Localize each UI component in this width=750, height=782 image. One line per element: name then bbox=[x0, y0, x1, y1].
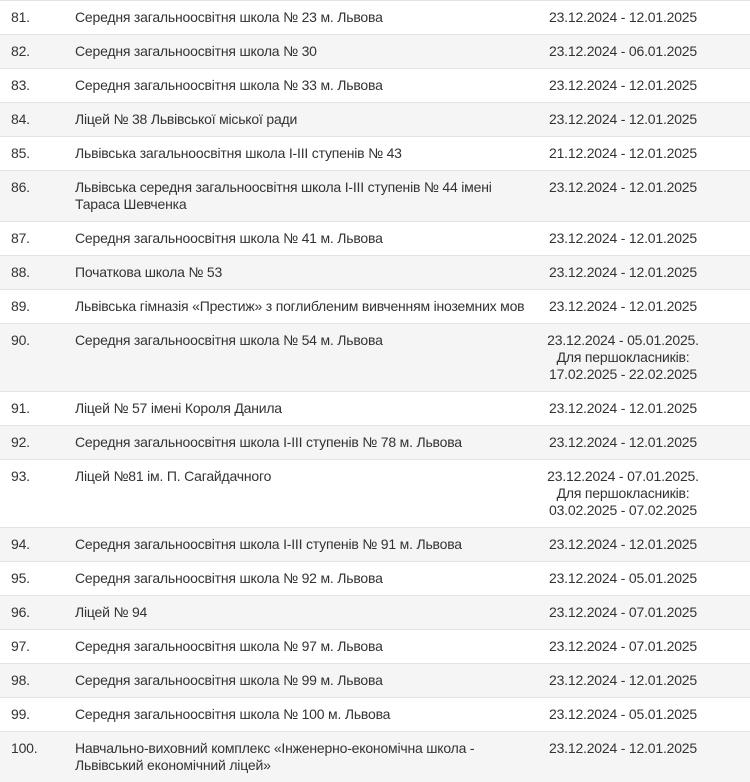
row-dates bbox=[540, 103, 750, 137]
row-dates bbox=[540, 1, 750, 35]
row-number: 88. bbox=[0, 256, 75, 290]
date-line: 23.12.2024 - 05.01.2025. bbox=[540, 332, 706, 349]
date-line: 23.12.2024 - 05.01.2025 bbox=[540, 706, 706, 723]
table-row bbox=[0, 528, 750, 562]
table-row bbox=[0, 698, 750, 732]
table-row bbox=[0, 256, 750, 290]
date-line: Для першокласників: bbox=[540, 349, 706, 366]
school-name: Початкова школа № 53 bbox=[75, 256, 540, 290]
table-row bbox=[0, 171, 750, 222]
table-row bbox=[0, 103, 750, 137]
row-dates bbox=[540, 256, 750, 290]
row-number: 86. bbox=[0, 171, 75, 222]
table-row bbox=[0, 426, 750, 460]
row-dates bbox=[540, 698, 750, 732]
row-dates bbox=[540, 562, 750, 596]
row-number: 83. bbox=[0, 69, 75, 103]
date-line: 23.12.2024 - 12.01.2025 bbox=[540, 298, 706, 315]
row-number: 99. bbox=[0, 698, 75, 732]
table-row bbox=[0, 460, 750, 528]
row-number: 82. bbox=[0, 35, 75, 69]
row-dates bbox=[540, 392, 750, 426]
row-dates bbox=[540, 664, 750, 698]
row-number: 93. bbox=[0, 460, 75, 528]
row-number: 89. bbox=[0, 290, 75, 324]
row-dates bbox=[540, 324, 750, 392]
row-number: 85. bbox=[0, 137, 75, 171]
date-line: 23.12.2024 - 12.01.2025 bbox=[540, 9, 706, 26]
school-name: Середня загальноосвітня школа № 92 м. Львова bbox=[75, 562, 540, 596]
school-name: Середня загальноосвітня школа № 100 м. Львова bbox=[75, 698, 540, 732]
row-number: 94. bbox=[0, 528, 75, 562]
row-dates bbox=[540, 222, 750, 256]
row-dates bbox=[540, 35, 750, 69]
school-name: Ліцей № 38 Львівської міської ради bbox=[75, 103, 540, 137]
row-number: 90. bbox=[0, 324, 75, 392]
row-number: 81. bbox=[0, 1, 75, 35]
row-dates bbox=[540, 426, 750, 460]
date-line: 23.12.2024 - 12.01.2025 bbox=[540, 672, 706, 689]
school-name: Львівська середня загальноосвітня школа І-ІІІ ступенів № 44 імені Тараса Шевченка bbox=[75, 171, 540, 222]
date-line: 23.12.2024 - 12.01.2025 bbox=[540, 77, 706, 94]
school-name: Середня загальноосвітня школа № 97 м. Львова bbox=[75, 630, 540, 664]
row-number: 91. bbox=[0, 392, 75, 426]
date-line: 23.12.2024 - 07.01.2025. bbox=[540, 468, 706, 485]
date-line: 23.12.2024 - 05.01.2025 bbox=[540, 570, 706, 587]
date-line: 17.02.2025 - 22.02.2025 bbox=[540, 366, 706, 383]
table-row bbox=[0, 290, 750, 324]
school-name: Середня загальноосвітня школа І-ІІІ ступенів № 78 м. Львова bbox=[75, 426, 540, 460]
school-name: Ліцей № 94 bbox=[75, 596, 540, 630]
row-dates bbox=[540, 137, 750, 171]
row-number: 97. bbox=[0, 630, 75, 664]
row-number: 92. bbox=[0, 426, 75, 460]
school-name: Ліцей №81 ім. П. Сагайдачного bbox=[75, 460, 540, 528]
row-dates bbox=[540, 290, 750, 324]
row-number: 87. bbox=[0, 222, 75, 256]
date-line: 23.12.2024 - 12.01.2025 bbox=[540, 264, 706, 281]
school-name: Середня загальноосвітня школа № 23 м. Львова bbox=[75, 1, 540, 35]
row-dates bbox=[540, 732, 750, 782]
date-line: 23.12.2024 - 12.01.2025 bbox=[540, 740, 706, 757]
date-line: 23.12.2024 - 12.01.2025 bbox=[540, 536, 706, 553]
table-row bbox=[0, 630, 750, 664]
table-row bbox=[0, 222, 750, 256]
row-number: 98. bbox=[0, 664, 75, 698]
row-dates bbox=[540, 528, 750, 562]
table-row bbox=[0, 324, 750, 392]
date-line: 23.12.2024 - 12.01.2025 bbox=[540, 400, 706, 417]
row-dates bbox=[540, 630, 750, 664]
table-row bbox=[0, 35, 750, 69]
schedule-table-body bbox=[0, 1, 750, 782]
school-name: Середня загальноосвітня школа № 41 м. Львова bbox=[75, 222, 540, 256]
table-row bbox=[0, 732, 750, 782]
table-row bbox=[0, 69, 750, 103]
row-number: 95. bbox=[0, 562, 75, 596]
school-name: Ліцей № 57 імені Короля Данила bbox=[75, 392, 540, 426]
school-name: Львівська гімназія «Престиж» з поглибленим вивченням іноземних мов bbox=[75, 290, 540, 324]
row-dates bbox=[540, 69, 750, 103]
date-line: 23.12.2024 - 12.01.2025 bbox=[540, 111, 706, 128]
school-name: Середня загальноосвітня школа № 33 м. Львова bbox=[75, 69, 540, 103]
school-name: Середня загальноосвітня школа № 99 м. Львова bbox=[75, 664, 540, 698]
table-row bbox=[0, 562, 750, 596]
row-number: 84. bbox=[0, 103, 75, 137]
table-row bbox=[0, 596, 750, 630]
date-line: 23.12.2024 - 12.01.2025 bbox=[540, 179, 706, 196]
table-row bbox=[0, 392, 750, 426]
date-line: 23.12.2024 - 12.01.2025 bbox=[540, 434, 706, 451]
date-line: 23.12.2024 - 12.01.2025 bbox=[540, 230, 706, 247]
row-dates bbox=[540, 171, 750, 222]
row-number: 96. bbox=[0, 596, 75, 630]
row-dates bbox=[540, 460, 750, 528]
date-line: 23.12.2024 - 07.01.2025 bbox=[540, 638, 706, 655]
date-line: Для першокласників: bbox=[540, 485, 706, 502]
row-dates bbox=[540, 596, 750, 630]
school-name: Середня загальноосвітня школа № 54 м. Львова bbox=[75, 324, 540, 392]
school-name: Середня загальноосвітня школа № 30 bbox=[75, 35, 540, 69]
school-name: Середня загальноосвітня школа І-ІІІ ступенів № 91 м. Львова bbox=[75, 528, 540, 562]
table-row bbox=[0, 1, 750, 35]
date-line: 23.12.2024 - 07.01.2025 bbox=[540, 604, 706, 621]
table-row bbox=[0, 137, 750, 171]
table-row bbox=[0, 664, 750, 698]
school-name: Львівська загальноосвітня школа І-ІІІ ступенів № 43 bbox=[75, 137, 540, 171]
date-line: 23.12.2024 - 06.01.2025 bbox=[540, 43, 706, 60]
school-name: Навчально-виховний комплекс «Інженерно-економічна школа - Львівський економічний ліцей» bbox=[75, 732, 540, 782]
date-line: 21.12.2024 - 12.01.2025 bbox=[540, 145, 706, 162]
date-line: 03.02.2025 - 07.02.2025 bbox=[540, 502, 706, 519]
row-number: 100. bbox=[0, 732, 75, 782]
